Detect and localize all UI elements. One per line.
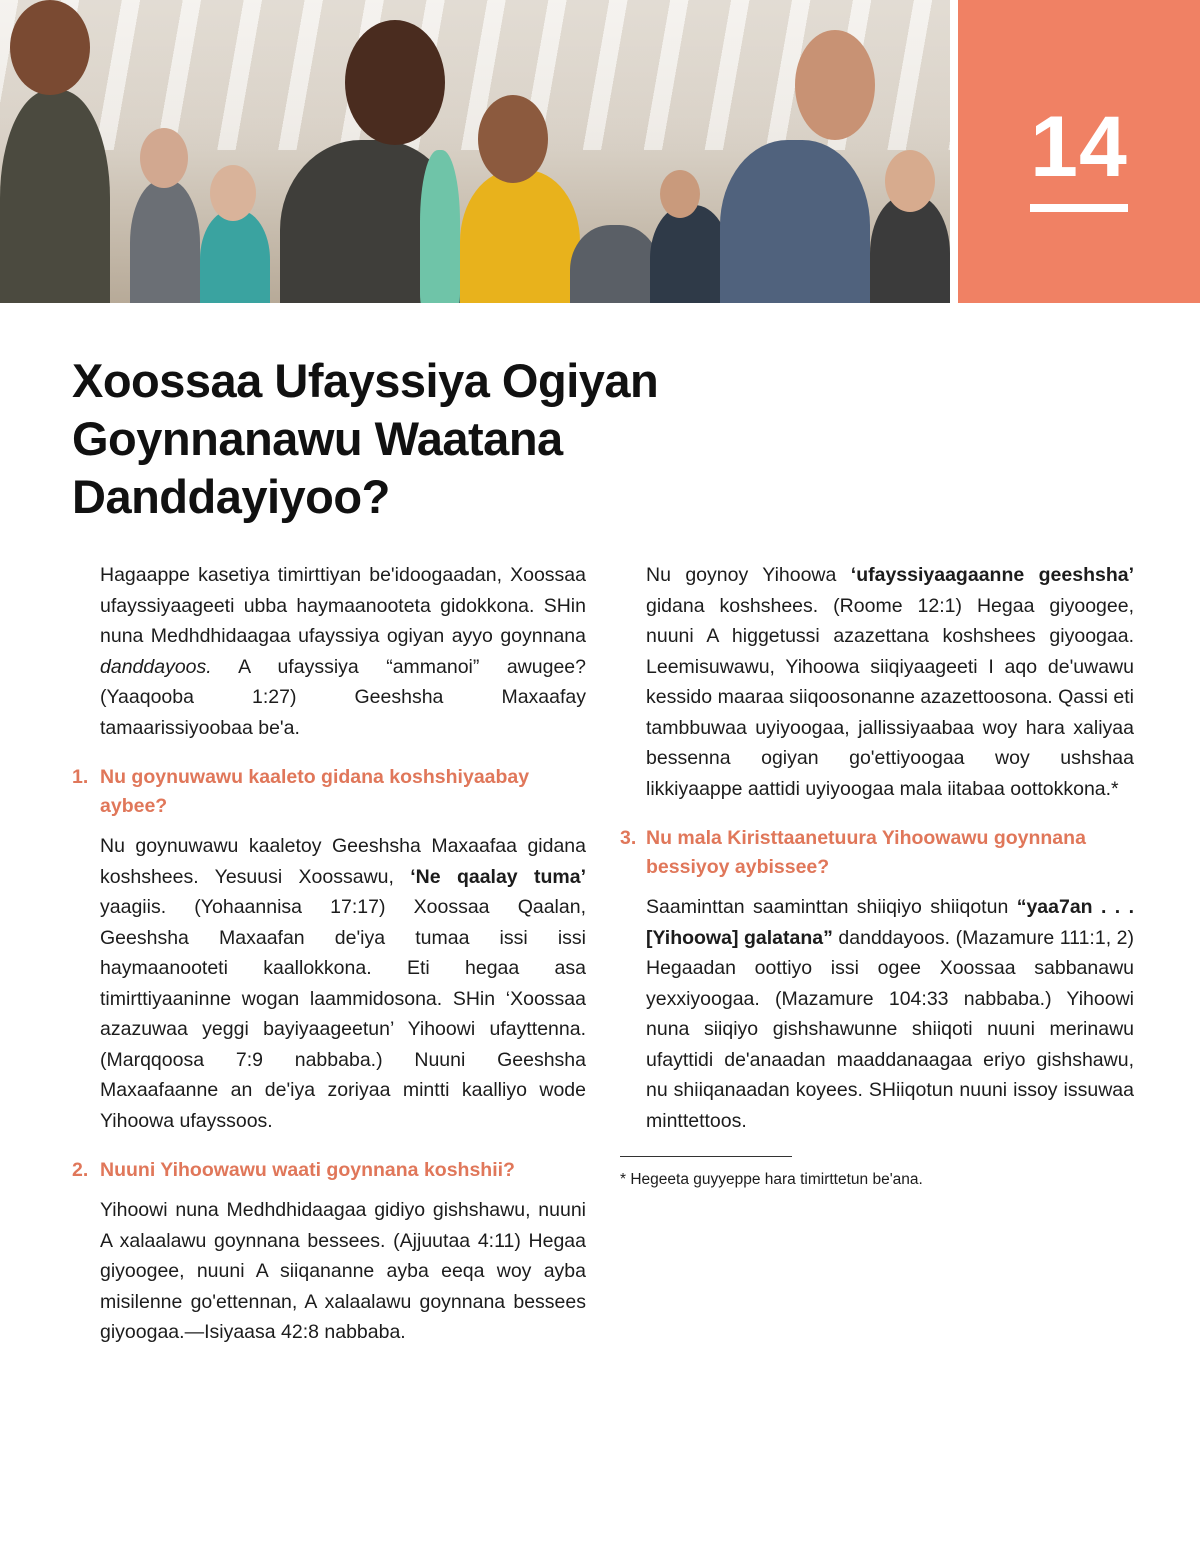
person-head	[795, 30, 875, 140]
question-number: 2.	[72, 1159, 89, 1181]
question-text: Nuuni Yihoowawu waati goynnana koshshii?	[100, 1159, 515, 1181]
person-figure	[460, 170, 580, 303]
person-head	[10, 0, 90, 95]
intro-text: A ufayssiya “ammanoi” awugee? (Yaaqooba 1:27) Geeshsha Maxaafay tamaarissiyoobaa be'a.	[100, 655, 586, 739]
intro-emphasis: danddayoos.	[100, 655, 212, 678]
section-3-paragraph	[646, 892, 1134, 1136]
section-heading-2	[72, 1156, 586, 1185]
person-head	[478, 95, 548, 183]
section-2-continued-paragraph	[646, 560, 1134, 804]
chapter-underline	[1030, 204, 1128, 212]
body-text: danddayoos. (Mazamure 111:1, 2) Hegaadan oottiyo issi ogee Xoossaa sabbanawu yexxiyoogaa. (Mazamure 104:33 nabbaba.) Yihoowi nuna siiqiyo gishshawunne shiiqoti nuuni merinawu ufayttidi de'anaadan maaddanaagaa eriyo gishshawu, nu shiiqanaadan koyees. SHiiqotun nuuni issoy issuwaa minttettoos.	[646, 926, 1134, 1132]
person-figure	[650, 205, 730, 303]
section-heading-3	[620, 824, 1134, 882]
footnote: * Hegeeta guyyeppe hara timirttetun be'ana.	[620, 1171, 923, 1188]
section-heading-1	[72, 763, 586, 821]
person-head	[885, 150, 935, 212]
question-text: Nu goynuwawu kaaleto gidana koshshiyaabay aybee?	[100, 766, 530, 817]
body-text: yaagiis. (Yohaannisa 17:17) Xoossaa Qaalan, Geeshsha Maxaafan de'iya tumaa issi issi haymaanooteti kaallokkona. Eti hegaa asa timirttiyaaninne wogan laammidosona. SHin ‘Xoossaa azazuwaa yeggi bayiyaageetun’ Yihoowi ufayttenna. (Marqqoosa 7:9 nabbaba.) Nuuni Geeshsha Maxaafaanne an de'iya zoriyaa mintti kaalliyo wode Yihoowa ufayssoos.	[100, 896, 586, 1132]
person-figure	[130, 180, 200, 303]
intro-text: Hagaappe kasetiya timirttiyan be'idoogaadan, Xoossaa ufayssiyaageeti ubba haymaanooteta gidokkona. SHin nuna Medhdhidaagaa ufayssiya ogiyan ayyo goynnana	[100, 564, 586, 647]
person-head	[660, 170, 700, 218]
section-1-paragraph	[100, 831, 586, 1136]
lesson-title: Xoossaa Ufayssiya Ogiyan Goynnanawu Waatana Danddayiyoo?	[72, 354, 659, 523]
person-figure	[720, 140, 870, 303]
person-figure	[420, 150, 460, 303]
left-column	[72, 560, 586, 1368]
person-figure	[200, 210, 270, 303]
person-figure	[570, 225, 660, 303]
right-column	[620, 560, 1134, 1191]
bold-quote: ‘Ne qaalay tuma’	[410, 865, 586, 888]
person-figure	[0, 90, 110, 303]
header-photo	[0, 0, 950, 303]
person-head	[345, 20, 445, 145]
question-number: 3.	[620, 827, 637, 849]
question-text: Nu mala Kiristtaanetuura Yihoowawu goynnana bessiyoy aybissee?	[646, 827, 1086, 878]
body-text: Nu goynoy Yihoowa	[646, 564, 851, 586]
person-head	[210, 165, 256, 221]
section-2-paragraph: Yihoowi nuna Medhdhidaagaa gidiyo gishshawu, nuuni A xalaalawu goynnana bessees. (Ajjuutaa 4:11) Hegaa giyoogee, nuuni A siiqananne ayba eeqa woy ayba misilenne go'ettennan, A xalaalawu goynnana bessees giyoogaa.—Isiyaasa 42:8 nabbaba.	[100, 1199, 586, 1343]
person-head	[140, 128, 188, 188]
bold-quote: “yaa7an . . . [Yihoowa] galatana”	[646, 896, 1134, 949]
body-text: Saaminttan saaminttan shiiqiyo shiiqotun	[646, 896, 1017, 918]
chapter-badge	[958, 0, 1200, 303]
footnote-divider	[620, 1156, 792, 1157]
bold-quote: ‘ufayssiyaagaanne geeshsha’	[850, 564, 1134, 586]
question-number: 1.	[72, 766, 89, 788]
body-text: gidana koshshees. (Roome 12:1) Hegaa giyoogee, nuuni A higgetussi azazettana koshshees giyoogaa. Leemisuwawu, Yihoowa siiqiyaageeti I aqo de'uwawu kessido maaraa siiqoosonanne azazettoosona. Qassi eti tambbuwaa uyiyoogaa, jallissiyaabaa woy hara xaliyaa bessenna ogiyan go'ettiyoogaa woy ushshaa likkiyaappe aattidi uyiyoogaa mala iitabaa oottokkona.*	[646, 594, 1134, 800]
chapter-number: 14	[1030, 99, 1128, 195]
body-text: Nu goynuwawu kaaletoy Geeshsha Maxaafaa gidana koshshees. Yesuusi Xoossawu,	[100, 835, 586, 888]
intro-paragraph	[100, 560, 586, 743]
